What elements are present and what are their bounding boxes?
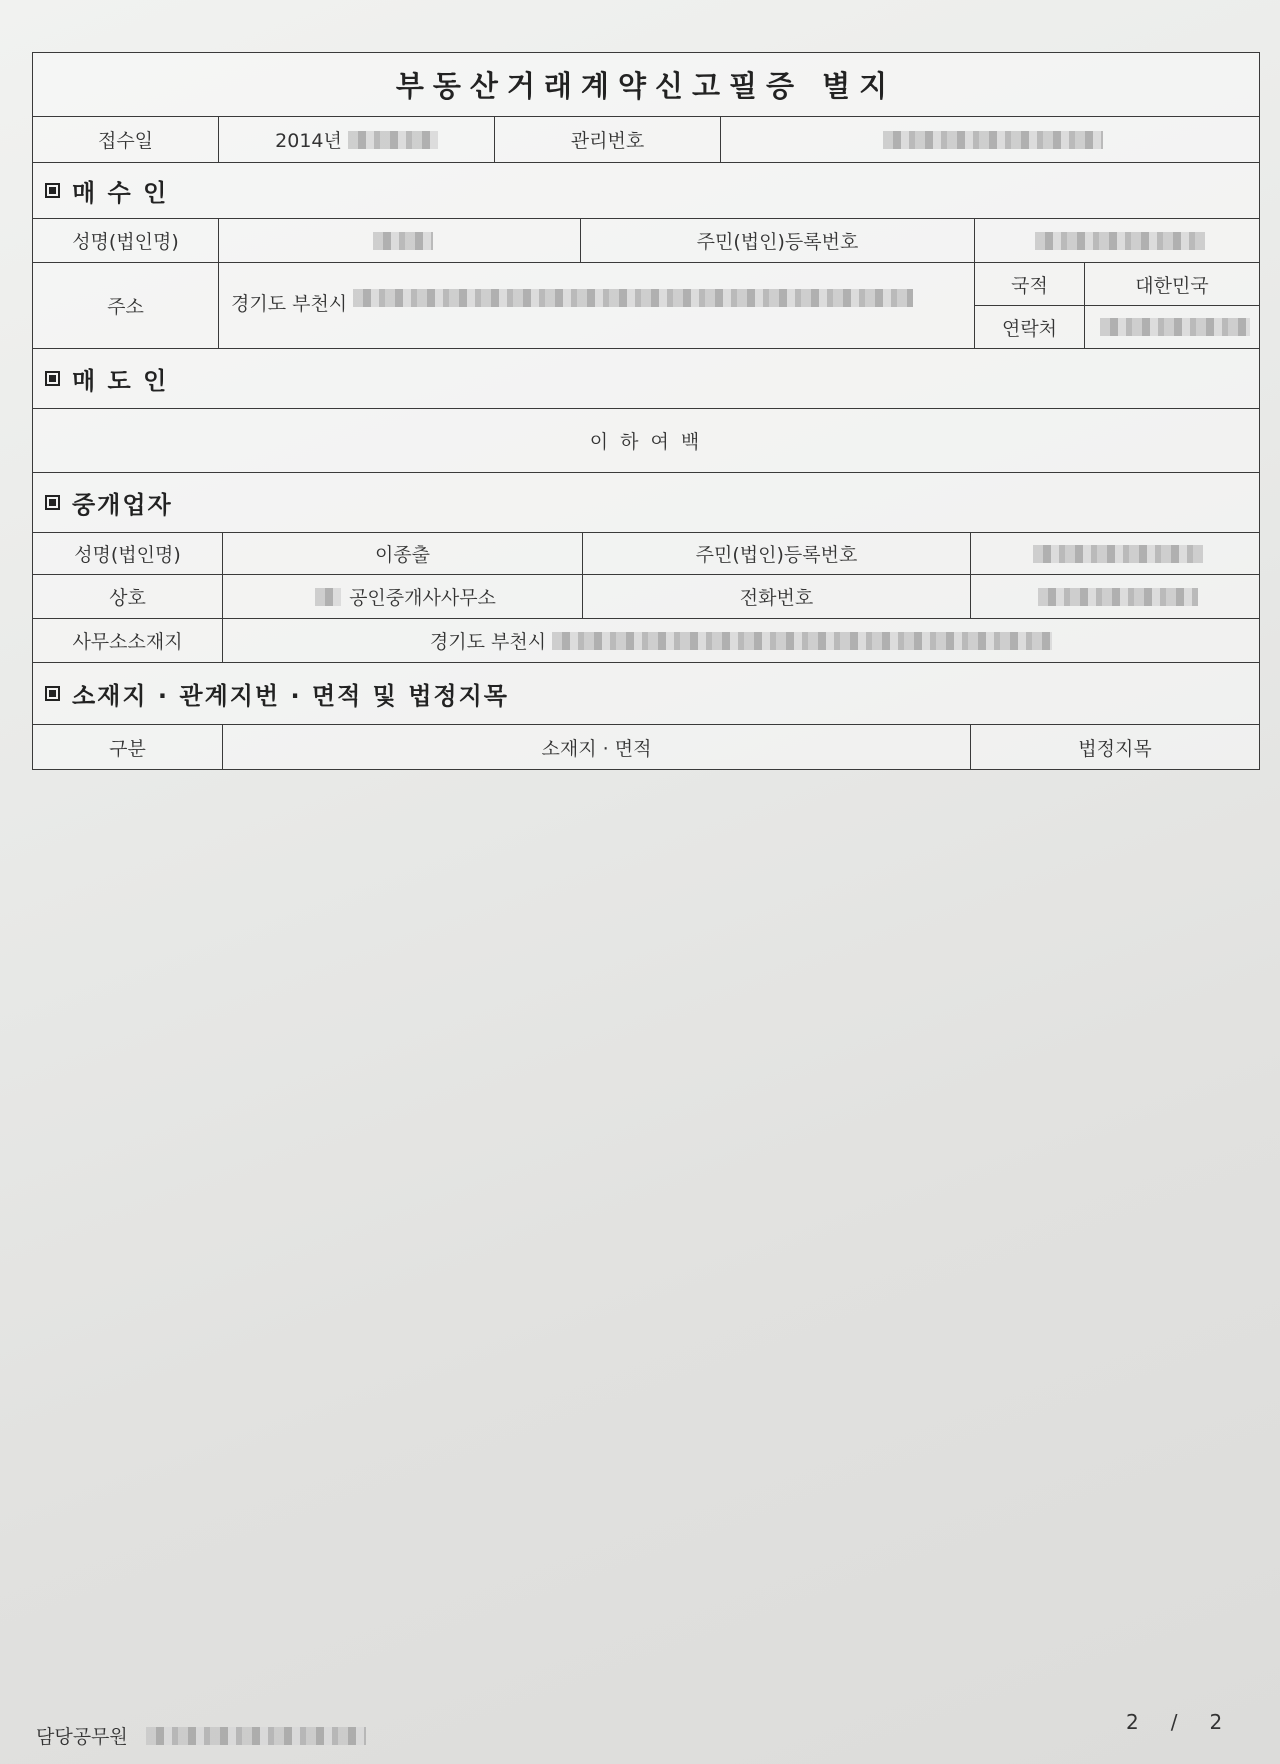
redacted-office-address xyxy=(552,632,1052,650)
redacted-date xyxy=(348,131,438,149)
broker-office-value xyxy=(223,619,1259,662)
broker-name-label: 성명(법인명) xyxy=(33,533,223,574)
buyer-address-value xyxy=(219,263,975,348)
nationality-row xyxy=(975,263,1259,306)
broker-office-row xyxy=(33,619,1259,663)
broker-office-text: 경기도 부천시 xyxy=(429,631,547,653)
section-square-icon xyxy=(45,183,60,198)
location-col-address-area: 소재지 · 면적 xyxy=(223,725,971,769)
page-current: 2 xyxy=(1126,1710,1143,1734)
buyer-address-label: 주소 xyxy=(33,263,219,348)
receipt-row xyxy=(33,117,1259,163)
receipt-date-value xyxy=(219,117,495,162)
broker-phone-value xyxy=(971,575,1259,618)
report-form xyxy=(32,52,1260,770)
redacted-contact xyxy=(1100,318,1250,336)
broker-office-label: 사무소소재지 xyxy=(33,619,223,662)
broker-firm-text: 공인중개사사무소 xyxy=(349,587,496,609)
mgmt-number-value xyxy=(721,117,1259,162)
broker-name-value: 이종출 xyxy=(223,533,583,574)
title-row xyxy=(33,53,1259,117)
broker-firm-label: 상호 xyxy=(33,575,223,618)
broker-phone-label: 전화번호 xyxy=(583,575,971,618)
location-col-category: 구분 xyxy=(33,725,223,769)
seller-section-title: 매 도 인 xyxy=(72,367,169,395)
official-label: 담당공무원 xyxy=(36,1726,128,1748)
location-section-header xyxy=(33,663,1259,725)
buyer-section-header xyxy=(33,163,1259,219)
broker-firm-row xyxy=(33,575,1259,619)
broker-firm-value xyxy=(223,575,583,618)
broker-section-header xyxy=(33,473,1259,533)
buyer-id-value xyxy=(975,219,1259,262)
form-title: 부동산거래계약신고필증 별지 xyxy=(395,69,897,103)
mgmt-number-label: 관리번호 xyxy=(495,117,721,162)
redacted-official-name xyxy=(146,1727,366,1745)
location-section-title: 소재지 · 관계지번 · 면적 및 법정지목 xyxy=(72,682,509,710)
redacted-buyer-address xyxy=(353,289,913,307)
contact-row xyxy=(975,306,1259,348)
buyer-contact-block xyxy=(975,263,1259,348)
seller-note-row xyxy=(33,409,1259,473)
broker-section-title: 중개업자 xyxy=(72,491,173,519)
buyer-section-title: 매 수 인 xyxy=(72,179,169,207)
contact-label: 연락처 xyxy=(975,306,1085,348)
page-total: 2 xyxy=(1209,1710,1227,1734)
nationality-label: 국적 xyxy=(975,263,1085,305)
location-header-row xyxy=(33,725,1259,769)
redacted-firm-name xyxy=(315,588,341,606)
footer-official xyxy=(36,1722,366,1749)
redacted-phone xyxy=(1038,588,1198,606)
receipt-date-label: 접수일 xyxy=(33,117,219,162)
page-separator: / xyxy=(1170,1710,1182,1734)
seller-section-header xyxy=(33,349,1259,409)
nationality-value: 대한민국 xyxy=(1135,274,1209,297)
receipt-year: 2014년 xyxy=(275,130,342,152)
redacted-buyer-id xyxy=(1035,232,1205,250)
contact-value xyxy=(1085,306,1259,348)
redacted-broker-id xyxy=(1033,545,1203,563)
seller-note: 이 하 여 백 xyxy=(589,431,703,453)
buyer-name-value xyxy=(219,219,581,262)
redacted-mgmt-number xyxy=(883,131,1103,149)
section-square-icon xyxy=(45,495,60,510)
redacted-buyer-name xyxy=(373,232,433,250)
location-col-land-category: 법정지목 xyxy=(1078,737,1152,760)
buyer-address-row xyxy=(33,263,1259,349)
section-square-icon xyxy=(45,371,60,386)
section-square-icon xyxy=(45,686,60,701)
buyer-address-text: 경기도 부천시 xyxy=(231,293,348,315)
broker-name-row xyxy=(33,533,1259,575)
page-indicator xyxy=(1126,1710,1226,1734)
broker-id-value xyxy=(971,533,1259,574)
buyer-id-label: 주민(법인)등록번호 xyxy=(581,219,975,262)
buyer-name-label: 성명(법인명) xyxy=(33,219,219,262)
broker-id-label: 주민(법인)등록번호 xyxy=(583,533,971,574)
buyer-name-row xyxy=(33,219,1259,263)
